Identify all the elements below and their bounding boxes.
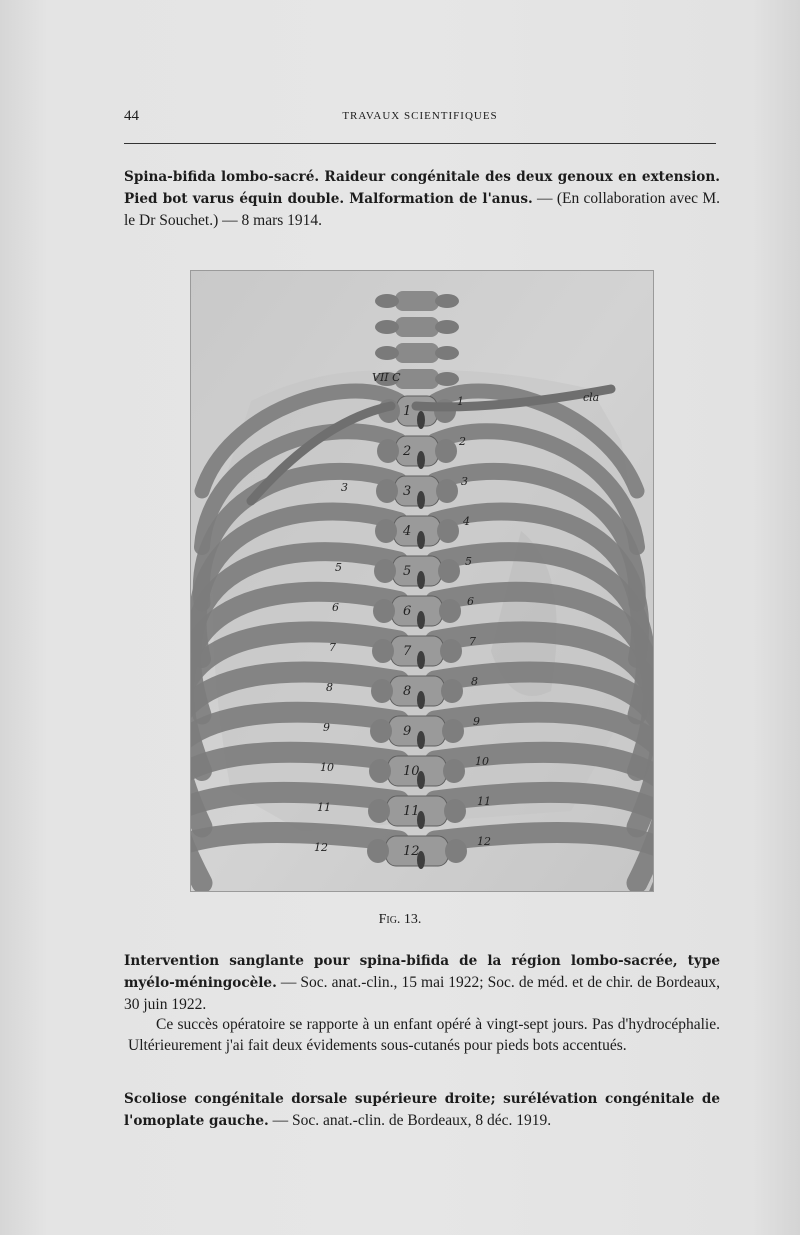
label-vertebra-4: 4 xyxy=(403,524,412,539)
transverse-process-left xyxy=(372,639,394,663)
header-rule xyxy=(124,143,716,144)
transverse-process-right xyxy=(435,439,457,463)
label-rib-right-8: 8 xyxy=(471,675,478,688)
thoracic-vertebra-6 xyxy=(392,596,442,626)
cervical-process-left xyxy=(375,320,399,334)
entry-title: Scoliose congénitale dorsale supérieure droite; surélévation congénitale de l'omoplate gauche. xyxy=(124,1091,720,1129)
cervical-process-right xyxy=(435,320,459,334)
label-rib-left-8: 8 xyxy=(326,681,333,694)
entry-detail: — Soc. anat.-clin. de Bordeaux, 8 déc. 1919. xyxy=(272,1112,552,1129)
label-rib-left-5: 5 xyxy=(335,561,342,574)
label-vertebra-11: 11 xyxy=(403,804,420,819)
label-rib-right-4: 4 xyxy=(463,515,470,528)
entry-detail: — (En collaboration avec M. le Dr Souchet.) — 8 mars 1914. xyxy=(124,190,721,229)
transverse-process-right xyxy=(444,799,466,823)
label-vertebra-9: 9 xyxy=(403,724,412,739)
figure-caption-number: 13. xyxy=(403,912,422,927)
spinous-process xyxy=(417,611,425,629)
label-vertebra-2: 2 xyxy=(403,444,412,459)
thoracic-vertebra-3 xyxy=(395,476,439,506)
thoracic-vertebra-8 xyxy=(390,676,444,706)
label-vertebra-8: 8 xyxy=(403,684,412,699)
transverse-process-right xyxy=(442,719,464,743)
label-vertebra-12: 12 xyxy=(403,844,420,859)
label-vertebra-top: VII C xyxy=(372,371,401,384)
label-vertebra-1: 1 xyxy=(403,404,412,419)
entry-intervention-1922 xyxy=(124,950,720,1015)
label-rib-left-6: 6 xyxy=(332,601,339,614)
cervical-vertebra xyxy=(395,369,439,389)
transverse-process-left xyxy=(376,479,398,503)
thoracic-vertebra-7 xyxy=(391,636,443,666)
label-vertebra-7: 7 xyxy=(403,644,412,659)
label-rib-left-3: 3 xyxy=(341,481,348,494)
transverse-process-left xyxy=(371,679,393,703)
entry-scoliose-1919 xyxy=(124,1088,720,1132)
transverse-process-left xyxy=(374,559,396,583)
transverse-process-right xyxy=(440,639,462,663)
label-rib-right-6: 6 xyxy=(467,595,474,608)
spinous-process xyxy=(417,451,425,469)
label-rib-right-2: 2 xyxy=(459,435,466,448)
transverse-process-left xyxy=(375,519,397,543)
label-rib-left-12: 12 xyxy=(314,841,328,854)
transverse-process-right xyxy=(437,519,459,543)
label-rib-right-11: 11 xyxy=(477,795,491,808)
figure-caption-label: Fig. xyxy=(378,912,401,927)
cervical-vertebra xyxy=(395,343,439,363)
running-title: TRAVAUX SCIENTIFIQUES xyxy=(342,110,498,122)
entry-title: Intervention sanglante pour spina-bifida de la région lombo-sacrée, type myélo-méningocèle. xyxy=(124,953,720,991)
transverse-process-left xyxy=(370,719,392,743)
label-vertebra-10: 10 xyxy=(403,764,420,779)
spinous-process xyxy=(417,491,425,509)
cervical-process-left xyxy=(375,294,399,308)
label-rib-left-10: 10 xyxy=(320,761,334,774)
spinous-process xyxy=(417,731,425,749)
transverse-process-right xyxy=(445,839,467,863)
label-rib-right-3: 3 xyxy=(461,475,468,488)
transverse-process-right xyxy=(436,479,458,503)
page-header xyxy=(124,108,716,128)
transverse-process-right xyxy=(438,559,460,583)
transverse-process-right xyxy=(441,679,463,703)
transverse-process-left xyxy=(369,759,391,783)
label-rib-left-11: 11 xyxy=(317,801,331,814)
entry-spina-bifida-1914 xyxy=(124,166,720,231)
figure-caption xyxy=(0,912,800,928)
cervical-process-right xyxy=(435,346,459,360)
label-vertebra-6: 6 xyxy=(403,604,412,619)
transverse-process-right xyxy=(439,599,461,623)
cervical-process-right xyxy=(435,294,459,308)
label-rib-right-5: 5 xyxy=(465,555,472,568)
spinous-process xyxy=(417,411,425,429)
transverse-process-left xyxy=(367,839,389,863)
label-vertebra-3: 3 xyxy=(403,484,412,499)
label-rib-right-7: 7 xyxy=(469,635,476,648)
transverse-process-left xyxy=(377,439,399,463)
entry-detail: — Soc. anat.-clin., 15 mai 1922; Soc. de méd. et de chir. de Bordeaux, 30 juin 1922. xyxy=(124,974,720,1013)
thoracic-vertebra-5 xyxy=(393,556,441,586)
paragraph-operation-note: Ce succès opératoire se rapporte à un enfant opéré à vingt-sept jours. Pas d'hydrocéphalie. Ultérieurement j'ai fait deux évidements sous-cutanés pour pieds bots accentués. xyxy=(128,1016,720,1054)
cervical-process-left xyxy=(375,346,399,360)
cervical-vertebra xyxy=(395,291,439,311)
cervical-vertebra xyxy=(395,317,439,337)
label-vertebra-5: 5 xyxy=(403,564,412,579)
label-rib-right-1: 1 xyxy=(457,395,464,408)
label-rib-right-12: 12 xyxy=(477,835,491,848)
spinous-process xyxy=(417,531,425,549)
spinous-process xyxy=(417,691,425,709)
cervical-process-right xyxy=(435,372,459,386)
thoracic-vertebra-9 xyxy=(389,716,445,746)
label-rib-left-9: 9 xyxy=(323,721,330,734)
transverse-process-left xyxy=(373,599,395,623)
skeleton-drawing xyxy=(191,271,653,891)
entry-title: Spina-bifida lombo-sacré. Raideur congénitale des deux genoux en extension. Pied bot varus équin double. Malformation de l'anus. xyxy=(124,169,720,207)
spinous-process xyxy=(417,651,425,669)
label-rib-right-10: 10 xyxy=(475,755,489,768)
label-rib-left-7: 7 xyxy=(329,641,336,654)
figure-thorax-skeleton xyxy=(190,270,654,892)
thoracic-vertebra-4 xyxy=(394,516,440,546)
label-rib-right-9: 9 xyxy=(473,715,480,728)
page-number: 44 xyxy=(124,108,139,124)
transverse-process-right xyxy=(443,759,465,783)
transverse-process-left xyxy=(368,799,390,823)
label-clavicle: cla xyxy=(583,391,600,404)
spinous-process xyxy=(417,571,425,589)
